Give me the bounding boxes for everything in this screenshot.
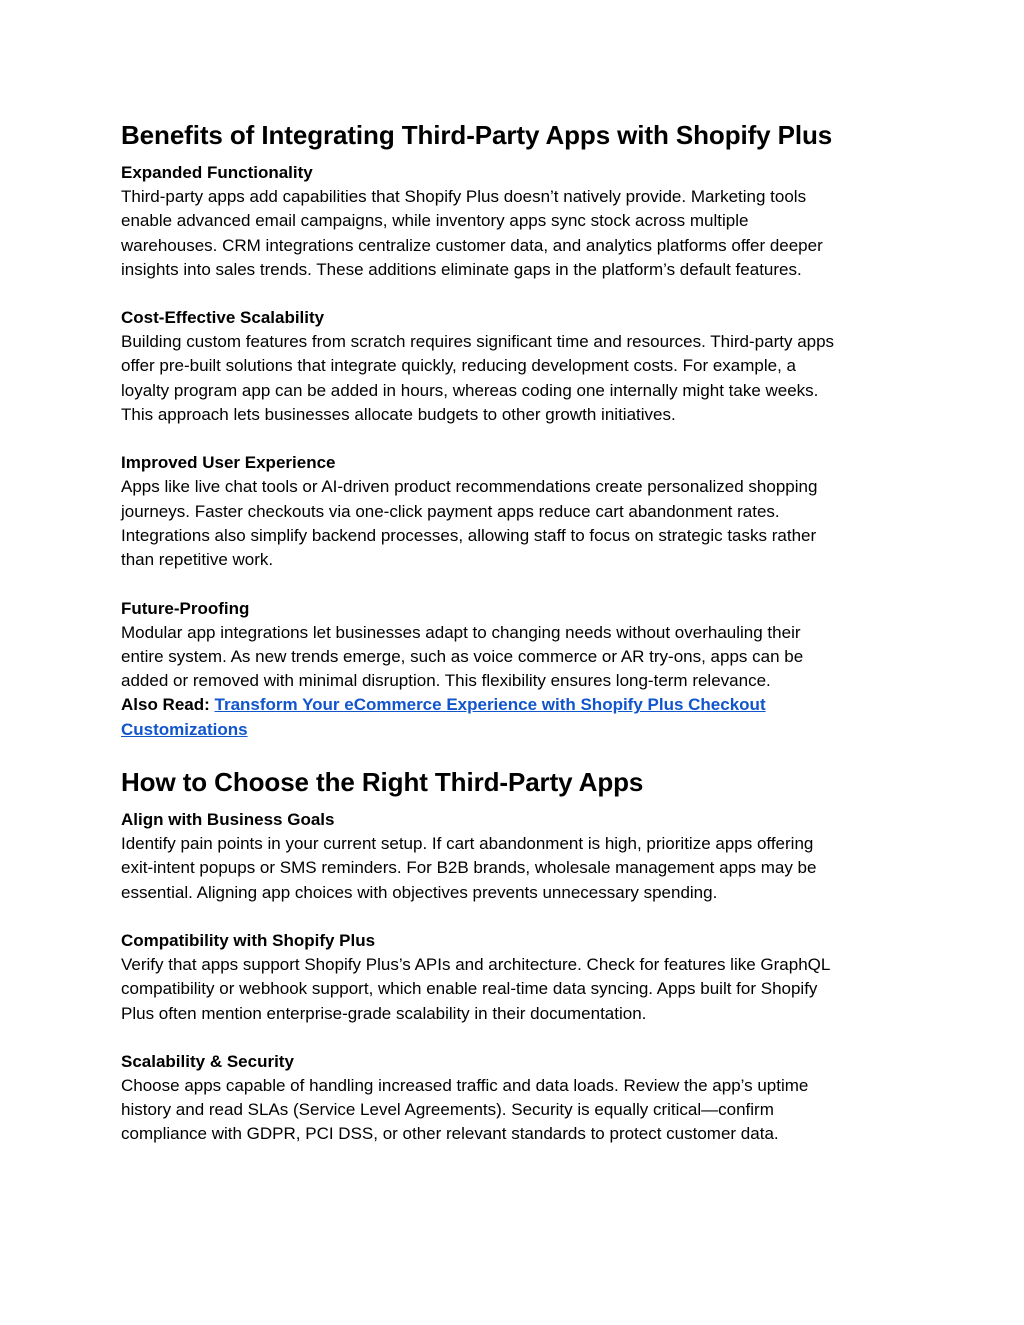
section-title: Compatibility with Shopify Plus xyxy=(121,930,376,950)
section-paragraph xyxy=(121,1074,901,1147)
paragraph-line: history and read SLAs (Service Level Agreements). Security is equally critical—confirm xyxy=(121,1100,774,1120)
paragraph-line: Building custom features from scratch requires significant time and resources. Third-party apps xyxy=(121,332,835,352)
section-paragraph xyxy=(121,621,901,694)
paragraph-line: enable advanced email campaigns, while inventory apps sync stock across multiple xyxy=(121,211,749,231)
paragraph-line: Plus often mention enterprise-grade scalability in their documentation. xyxy=(121,1003,647,1023)
paragraph-line: Verify that apps support Shopify Plus’s APIs and architecture. Check for features like GraphQL xyxy=(121,954,831,974)
paragraph-line: Third-party apps add capabilities that Shopify Plus doesn’t natively provide. Marketing tools xyxy=(121,187,807,206)
section-paragraph xyxy=(121,832,901,905)
choose-apps-sections xyxy=(121,808,901,1147)
also-read-link-line-2[interactable]: Customizations xyxy=(121,719,248,739)
paragraph-line: Identify pain points in your current setup. If cart abandonment is high, prioritize apps offering xyxy=(121,834,814,854)
paragraph-line: Apps like live chat tools or AI-driven product recommendations create personalized shopping xyxy=(121,477,818,497)
section xyxy=(121,1050,901,1147)
paragraph-line: compatibility or webhook support, which enable real-time data syncing. Apps built for Shopify xyxy=(121,979,818,999)
section-title: Scalability & Security xyxy=(121,1051,294,1071)
paragraph-line: This approach lets businesses allocate budgets to other growth initiatives. xyxy=(121,405,676,425)
paragraph-line: Modular app integrations let businesses adapt to changing needs without overhauling their xyxy=(121,622,801,642)
paragraph-line: exit-intent popups or SMS reminders. For B2B brands, wholesale management apps may be xyxy=(121,858,817,878)
section-paragraph xyxy=(121,475,901,572)
section xyxy=(121,929,901,1026)
paragraph-line: journeys. Faster checkouts via one-click payment apps reduce cart abandonment rates. xyxy=(121,501,780,521)
section xyxy=(121,161,901,282)
paragraph-line: Integrations also simplify backend processes, allowing staff to focus on strategic tasks rather xyxy=(121,525,817,545)
paragraph-line: entire system. As new trends emerge, such as voice commerce or AR try-ons, apps can be xyxy=(121,646,804,666)
paragraph-line: offer pre-built solutions that integrate quickly, reducing development costs. For example, a xyxy=(121,356,797,376)
section xyxy=(121,306,901,427)
paragraph-line: added or removed with minimal disruption. This flexibility ensures long-term relevance. xyxy=(121,671,771,691)
section-title: Expanded Functionality xyxy=(121,163,313,182)
section-title: Cost-Effective Scalability xyxy=(121,308,325,328)
also-read-link-line-1[interactable]: Transform Your eCommerce Experience with Shopify Plus Checkout xyxy=(214,695,766,715)
paragraph-line: Choose apps capable of handling increased traffic and data loads. Review the app’s uptime xyxy=(121,1075,809,1095)
section-title: Align with Business Goals xyxy=(121,810,335,830)
document-page xyxy=(121,117,901,1147)
paragraph-line: warehouses. CRM integrations centralize customer data, and analytics platforms offer deeper xyxy=(121,235,823,255)
section xyxy=(121,451,901,572)
section xyxy=(121,597,901,694)
paragraph-line: than repetitive work. xyxy=(121,550,274,570)
section-paragraph xyxy=(121,953,901,1026)
paragraph-line: essential. Aligning app choices with objectives prevents unnecessary spending. xyxy=(121,882,718,902)
also-read xyxy=(121,693,901,742)
section-title: Improved User Experience xyxy=(121,453,336,473)
page-heading-choose-apps: How to Choose the Right Third-Party Apps xyxy=(121,767,644,798)
paragraph-line: loyalty program app can be added in hours, whereas coding one internally might take weeks. xyxy=(121,380,819,400)
section-paragraph xyxy=(121,185,901,282)
also-read-link[interactable] xyxy=(121,695,766,738)
section-paragraph xyxy=(121,330,901,427)
also-read-label: Also Read: xyxy=(121,695,210,715)
section xyxy=(121,808,901,905)
paragraph-line: compliance with GDPR, PCI DSS, or other relevant standards to protect customer data. xyxy=(121,1124,779,1144)
paragraph-line: insights into sales trends. These additions eliminate gaps in the platform’s default features. xyxy=(121,259,802,279)
benefits-sections xyxy=(121,161,901,693)
page-heading-benefits: Benefits of Integrating Third-Party Apps with Shopify Plus xyxy=(121,120,833,150)
section-title: Future-Proofing xyxy=(121,598,250,618)
